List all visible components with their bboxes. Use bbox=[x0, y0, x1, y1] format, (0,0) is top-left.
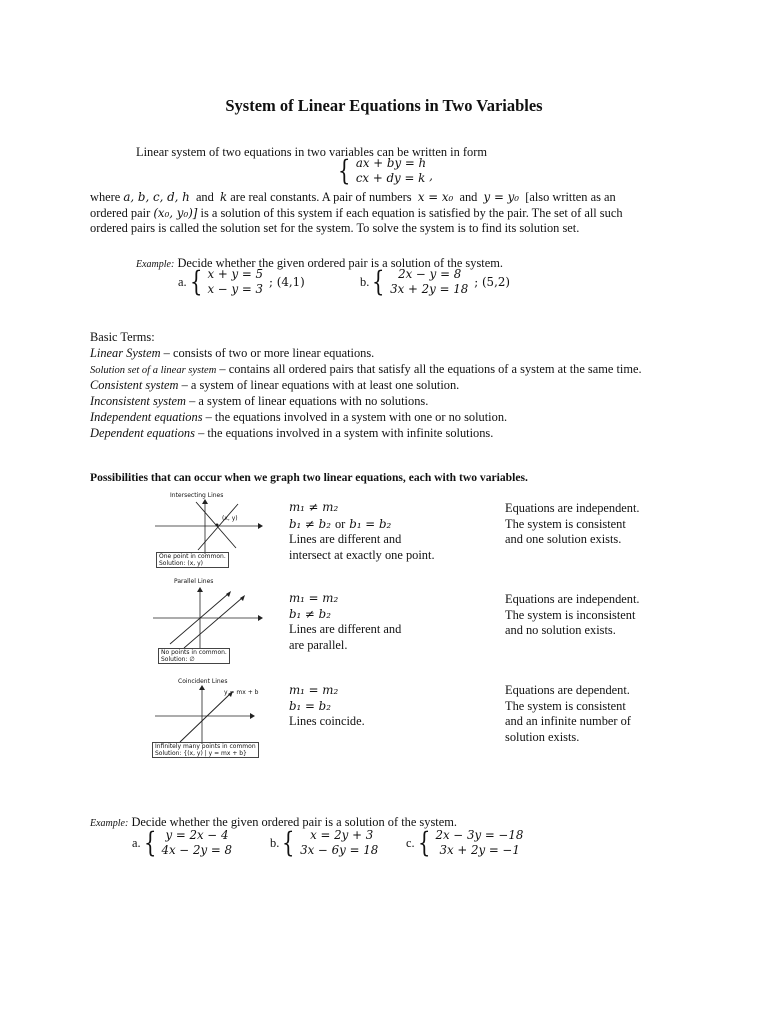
graph-line-label: y = mx + b bbox=[224, 689, 259, 696]
example1-a-eq2: x − y = 3 bbox=[207, 282, 264, 296]
graph-note-line: Solution: ∅ bbox=[161, 656, 195, 663]
case2-result bbox=[505, 592, 640, 639]
text-ordered-pair: ordered pair bbox=[90, 206, 151, 220]
text-or: or bbox=[334, 516, 346, 531]
term-name: Linear System bbox=[90, 346, 161, 360]
x-equals-x0: x = x₀ bbox=[417, 190, 454, 204]
example2-c-eq1: 2x − 3y = −18 bbox=[435, 828, 524, 842]
term-row bbox=[90, 409, 507, 425]
slope-condition: m₁ = m₂ bbox=[289, 591, 339, 605]
intercept-b: b₁ = b₂ bbox=[349, 516, 392, 531]
intercept-a: b₁ ≠ b₂ bbox=[289, 516, 331, 531]
term-definition: – contains all ordered pairs that satisfy all the equations of a system at the same time. bbox=[219, 362, 642, 376]
term-definition: – the equations involved in a system with infinite solutions. bbox=[198, 426, 494, 440]
example2-b-eq1: x = 2y + 3 bbox=[310, 828, 374, 842]
example1-b-eq1: 2x − y = 8 bbox=[398, 267, 462, 281]
intro-line3 bbox=[90, 205, 623, 221]
case-description: Lines are different and bbox=[289, 532, 402, 546]
example2-text: Decide whether the given ordered pair is a solution of the system. bbox=[131, 815, 457, 829]
example1-b-label: b. bbox=[360, 275, 370, 289]
pair-x0-y0: (x₀, y₀)] bbox=[153, 206, 198, 220]
case-description: intersect at exactly one point. bbox=[289, 547, 435, 562]
intercept-condition: b₁ = b₂ bbox=[289, 698, 331, 713]
left-brace: { bbox=[143, 826, 157, 859]
graph-note-line: One point in common. bbox=[159, 553, 226, 560]
left-brace: { bbox=[282, 826, 295, 859]
term-row bbox=[90, 377, 459, 393]
text-and: and bbox=[195, 190, 214, 204]
left-brace: { bbox=[372, 265, 385, 298]
example1-b-eq2: 3x + 2y = 18 bbox=[390, 282, 469, 296]
example2-a-label: a. bbox=[132, 836, 141, 850]
case1-conditions bbox=[289, 500, 435, 563]
y-equals-y0: y = y₀ bbox=[483, 190, 519, 204]
graph-title: Parallel Lines bbox=[174, 578, 214, 585]
term-name: Solution set of a linear system bbox=[90, 365, 217, 376]
term-row bbox=[90, 345, 374, 361]
example2-b-label: b. bbox=[270, 836, 280, 850]
var-k: k bbox=[220, 190, 228, 204]
example2-c bbox=[406, 828, 523, 858]
case3-result bbox=[505, 683, 631, 745]
result-line: Equations are dependent. bbox=[505, 683, 630, 697]
example2-b bbox=[270, 828, 378, 858]
text-and2: and bbox=[459, 190, 478, 204]
example2-c-eq2: 3x + 2y = −1 bbox=[439, 843, 520, 857]
intersecting-lines-graph bbox=[150, 498, 265, 558]
example1-label: Example: bbox=[136, 259, 175, 270]
graph-note-line: No points in common. bbox=[161, 649, 227, 656]
basic-terms-heading: Basic Terms: bbox=[90, 330, 155, 344]
graph-note-box bbox=[156, 552, 229, 568]
graph-note-box bbox=[152, 742, 259, 758]
general-system-comma: , bbox=[429, 169, 433, 183]
term-name: Dependent equations bbox=[90, 426, 195, 440]
case2-conditions bbox=[289, 591, 401, 653]
graph-intersecting bbox=[150, 492, 265, 570]
intro-line2 bbox=[90, 189, 616, 205]
result-line: Equations are independent. bbox=[505, 592, 640, 606]
slope-condition: m₁ = m₂ bbox=[289, 683, 339, 697]
term-definition: – the equations involved in a system with one or no solution. bbox=[205, 410, 508, 424]
example2-a-eq1: y = 2x − 4 bbox=[165, 828, 229, 842]
example1-text: Decide whether the given ordered pair is a solution of the system. bbox=[177, 256, 503, 270]
example2-label: Example: bbox=[90, 818, 129, 829]
result-line: solution exists. bbox=[505, 729, 580, 744]
general-eq1: ax + by = h bbox=[355, 156, 427, 170]
term-name: Inconsistent system bbox=[90, 394, 187, 408]
result-line: The system is inconsistent bbox=[505, 607, 636, 622]
slope-condition: m₁ ≠ m₂ bbox=[289, 500, 339, 514]
case-description: are parallel. bbox=[289, 637, 348, 652]
left-brace: { bbox=[338, 154, 351, 187]
graph-note-line: Solution: (x, y) bbox=[159, 560, 203, 567]
general-eq2: cx + dy = k bbox=[355, 171, 426, 185]
term-row bbox=[90, 393, 428, 409]
example2-c-label: c. bbox=[406, 836, 415, 850]
case3-conditions bbox=[289, 683, 365, 730]
term-name: Independent equations bbox=[90, 410, 203, 424]
parallel-lines-graph bbox=[150, 586, 265, 652]
graph-title: Coincident Lines bbox=[178, 678, 228, 685]
result-line: The system is consistent bbox=[505, 698, 626, 713]
text-is-solution: is a solution of this system if each equation is satisfied by the pair. The set of all such bbox=[200, 206, 623, 220]
example1-a-label: a. bbox=[178, 275, 187, 289]
term-name: Consistent system bbox=[90, 378, 179, 392]
graph-note-line: Solution: {(x, y) | y = mx + b} bbox=[155, 750, 247, 757]
graph-parallel bbox=[150, 578, 265, 668]
result-line: Equations are independent. bbox=[505, 501, 640, 515]
example1-a-pair: ; (4,1) bbox=[269, 275, 305, 289]
example2-a bbox=[132, 828, 232, 858]
text-also-written: [also written as an bbox=[525, 190, 616, 204]
graph-note-line: Infinitely many points in common bbox=[155, 743, 256, 750]
result-line: and one solution exists. bbox=[505, 532, 622, 546]
page-title: System of Linear Equations in Two Variables bbox=[225, 96, 543, 115]
term-row bbox=[90, 425, 493, 441]
case1-result bbox=[505, 501, 640, 548]
possibilities-heading: Possibilities that can occur when we graph two linear equations, each with two variables. bbox=[90, 471, 528, 484]
text-where: where bbox=[90, 190, 121, 204]
example1-b-pair: ; (5,2) bbox=[474, 275, 510, 289]
intro-line4: ordered pairs is called the solution set for the system. To solve the system is to find its solution set. bbox=[90, 221, 580, 235]
term-definition: – a system of linear equations with no solutions. bbox=[189, 394, 429, 408]
example2-b-eq2: 3x − 6y = 18 bbox=[300, 843, 379, 857]
general-system bbox=[338, 156, 433, 186]
graph-coincident bbox=[150, 678, 265, 768]
result-line: and an infinite number of bbox=[505, 714, 631, 728]
var-list: a, b, c, d, h bbox=[123, 190, 190, 204]
case-description: Lines coincide. bbox=[289, 714, 365, 728]
graph-point-label: (x, y) bbox=[222, 515, 238, 522]
intercept-condition: b₁ ≠ b₂ bbox=[289, 606, 331, 621]
term-definition: – a system of linear equations with at least one solution. bbox=[181, 378, 460, 392]
case-description: Lines are different and bbox=[289, 622, 402, 636]
example1-a-eq1: x + y = 5 bbox=[207, 267, 264, 281]
example2-a-eq2: 4x − 2y = 8 bbox=[161, 843, 233, 857]
intercept-condition bbox=[289, 516, 435, 533]
result-line: and no solution exists. bbox=[505, 623, 616, 637]
example1-a bbox=[178, 267, 305, 297]
left-brace: { bbox=[417, 826, 431, 859]
example1-b bbox=[360, 267, 510, 297]
intro-line1: Linear system of two equations in two variables can be written in form bbox=[136, 145, 487, 159]
graph-title: Intersecting Lines bbox=[170, 492, 224, 499]
graph-note-box bbox=[158, 648, 230, 664]
result-line: The system is consistent bbox=[505, 516, 626, 531]
left-brace: { bbox=[189, 265, 203, 298]
text-real-constants: are real constants. A pair of numbers bbox=[230, 190, 412, 204]
term-definition: – consists of two or more linear equations. bbox=[163, 346, 375, 360]
